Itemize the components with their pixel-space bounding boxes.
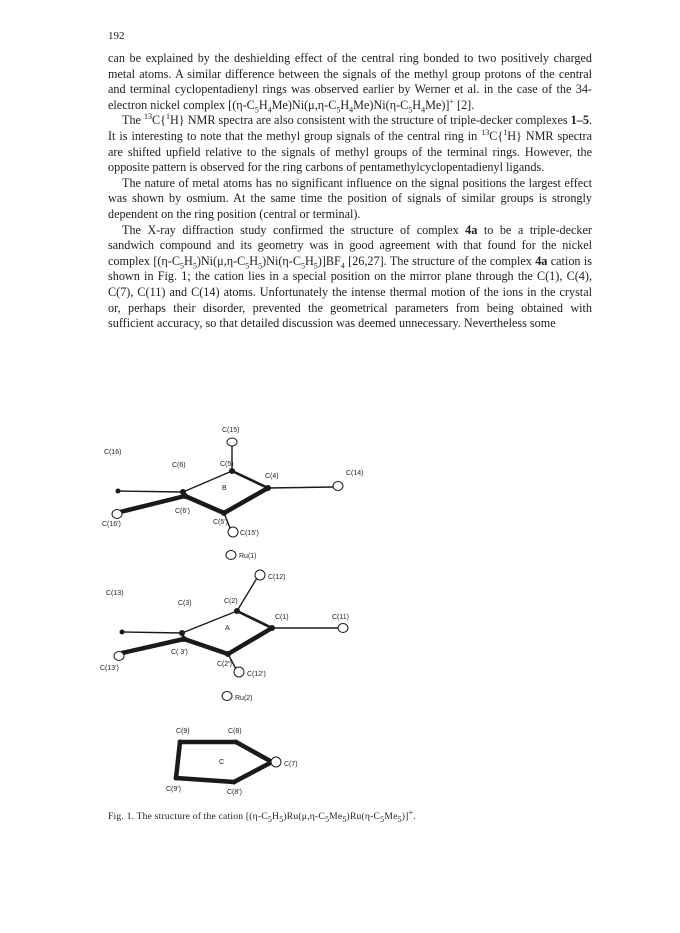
label-c8p: C(8') bbox=[227, 789, 242, 796]
label-c5: C(5) bbox=[220, 461, 234, 468]
label-ru2: Ru(2) bbox=[235, 695, 253, 702]
paragraph-2: The $^{13}$C{$^1$H} NMR spectra are also consistent with the structure of triple-decker complexes 1–5. It is interesting to note that the methyl group signals of the central ring in $^{13}$C{$^1$H} NMR spectra are shifted upfield relative to the signals of methyl groups of the terminal rings. However, the opposite pattern is observed for the ring carbons of pentamethylcyclopentadienyl ligands. bbox=[108, 112, 592, 175]
bond-c1-c2p bbox=[228, 628, 272, 654]
label-c9: C(9) bbox=[176, 728, 190, 735]
atom-c4 bbox=[265, 485, 271, 491]
atom-c13p bbox=[114, 652, 124, 661]
bond-c5p-c6p bbox=[185, 496, 224, 513]
label-ring-c: C bbox=[219, 759, 225, 766]
label-c2p: C(2') bbox=[217, 661, 232, 668]
atom-c12 bbox=[255, 570, 265, 580]
paragraph-4: The X-ray diffraction study confirmed the structure of complex 4a to be a triple-decker sandwich compound and its geometry was in good agreement with that found for the nickel complex $[(\eta-C_5H_5)Ni(\mu,\eta-C_5H_5)Ni(\eta-C_5H_5)]BF_4$ [26,27]. The structure of the complex 4a cation is shown in Fig. 1; the cation lies in a special position on the mirror plane through the C(1), C(4), C(7), C(11) and C(14) atoms. Unfortunately the intense thermal motion of the ions in the crystal or, perhaps their disorder, prevented the geometrical parameters from being obtained with sufficient accuracy, so that detailed discussion was deemed unnecessary. Nevertheless some bbox=[108, 222, 592, 331]
figure-caption: Fig. 1. The structure of the cation $[(\eta-C_5H_5)Ru(\mu,\eta-C_5Me_5)Ru(\eta-C_5Me_5)]^+$. bbox=[108, 808, 416, 825]
paragraph-3: The nature of metal atoms has no significant influence on the signal positions the largest effect was shown by osmium. At the same time the position of signals of similar groups is strongly dependent on the ring position (central or terminal). bbox=[108, 175, 592, 221]
bond-c2-c12 bbox=[237, 578, 257, 611]
label-c5p: C(5') bbox=[213, 519, 228, 526]
atom-c6p bbox=[182, 493, 188, 499]
label-c12p: C(12') bbox=[247, 671, 266, 678]
bond-c2-c1 bbox=[237, 611, 272, 628]
atom-c15 bbox=[227, 438, 237, 446]
atom-c2 bbox=[234, 608, 240, 614]
bond-c2p-c3p bbox=[184, 639, 228, 654]
bond-c5-c4 bbox=[232, 471, 268, 488]
label-c12: C(12) bbox=[268, 574, 286, 581]
label-c8: C(8) bbox=[228, 728, 242, 735]
atom-c7 bbox=[271, 757, 281, 767]
label-c11: C(11) bbox=[332, 614, 349, 621]
label-c15p: C(15') bbox=[240, 530, 259, 537]
body-text bbox=[108, 51, 592, 332]
label-c13: C(13) bbox=[106, 590, 124, 597]
atom-c8p bbox=[232, 780, 237, 785]
label-ring-a: A bbox=[225, 625, 230, 632]
atom-c16 bbox=[116, 489, 121, 494]
atom-c1 bbox=[269, 625, 275, 631]
bond-c13-c3 bbox=[122, 632, 182, 633]
label-ru1: Ru(1) bbox=[239, 553, 257, 560]
label-c6: C(6) bbox=[172, 462, 186, 469]
atom-c15p bbox=[228, 527, 238, 537]
label-c2: C(2) bbox=[224, 598, 238, 605]
paragraph-1: can be explained by the deshielding effect of the central ring bonded to two positively charged metal atoms. A similar difference between the signals of the methyl group protons of the central and terminal cyclopentadienyl rings was observed earlier by Werner et al. in the case of the 34-electron nickel complex $[(\eta-C_5H_4Me)Ni(\mu,\eta-C_5H_4Me)Ni(\eta-C_5H_4Me)]^+$ [2]. bbox=[108, 51, 592, 115]
atom-c11 bbox=[338, 624, 348, 633]
text-fade bbox=[100, 398, 600, 418]
atom-c9p bbox=[174, 776, 179, 781]
label-c13p: C(13') bbox=[100, 665, 119, 672]
label-c6p: C(6') bbox=[175, 508, 190, 515]
label-c16p: C(16') bbox=[102, 521, 121, 528]
atom-c3 bbox=[179, 630, 185, 636]
atom-ru2 bbox=[222, 692, 232, 701]
label-c14: C(14) bbox=[346, 470, 364, 477]
label-c3: C(3) bbox=[178, 600, 192, 607]
bond-c9p-c9 bbox=[176, 742, 180, 778]
atom-c9 bbox=[178, 740, 183, 745]
label-c3p: C( 3') bbox=[171, 649, 188, 656]
atom-c16p bbox=[112, 510, 122, 519]
bond-c16-c6 bbox=[118, 491, 183, 492]
bond-c4-c5p bbox=[224, 488, 268, 513]
atom-c5p bbox=[221, 510, 227, 516]
bond-c4-c14 bbox=[268, 487, 334, 488]
molecular-structure-figure bbox=[100, 420, 580, 800]
label-c1: C(1) bbox=[275, 614, 289, 621]
atom-c8 bbox=[234, 740, 239, 745]
bond-c8-c7 bbox=[236, 742, 272, 762]
label-c9p: C(9') bbox=[166, 786, 181, 793]
label-c7: C(7) bbox=[284, 761, 298, 768]
atom-c13 bbox=[120, 630, 125, 635]
bond-c7-c8p bbox=[234, 762, 272, 782]
page-number: 192 bbox=[108, 30, 125, 42]
bond-c8p-c9p bbox=[176, 778, 234, 782]
label-c4: C(4) bbox=[265, 473, 279, 480]
atom-c5 bbox=[229, 468, 235, 474]
structure-drawing bbox=[100, 420, 580, 800]
atom-c14 bbox=[333, 482, 343, 491]
label-ring-b: B bbox=[222, 485, 227, 492]
atom-ru1 bbox=[226, 551, 236, 560]
label-c16: C(16) bbox=[104, 449, 122, 456]
atom-c12p bbox=[234, 667, 244, 677]
atom-c3p bbox=[181, 636, 187, 642]
atom-c2p bbox=[225, 651, 231, 657]
label-c15: C(15) bbox=[222, 427, 240, 434]
